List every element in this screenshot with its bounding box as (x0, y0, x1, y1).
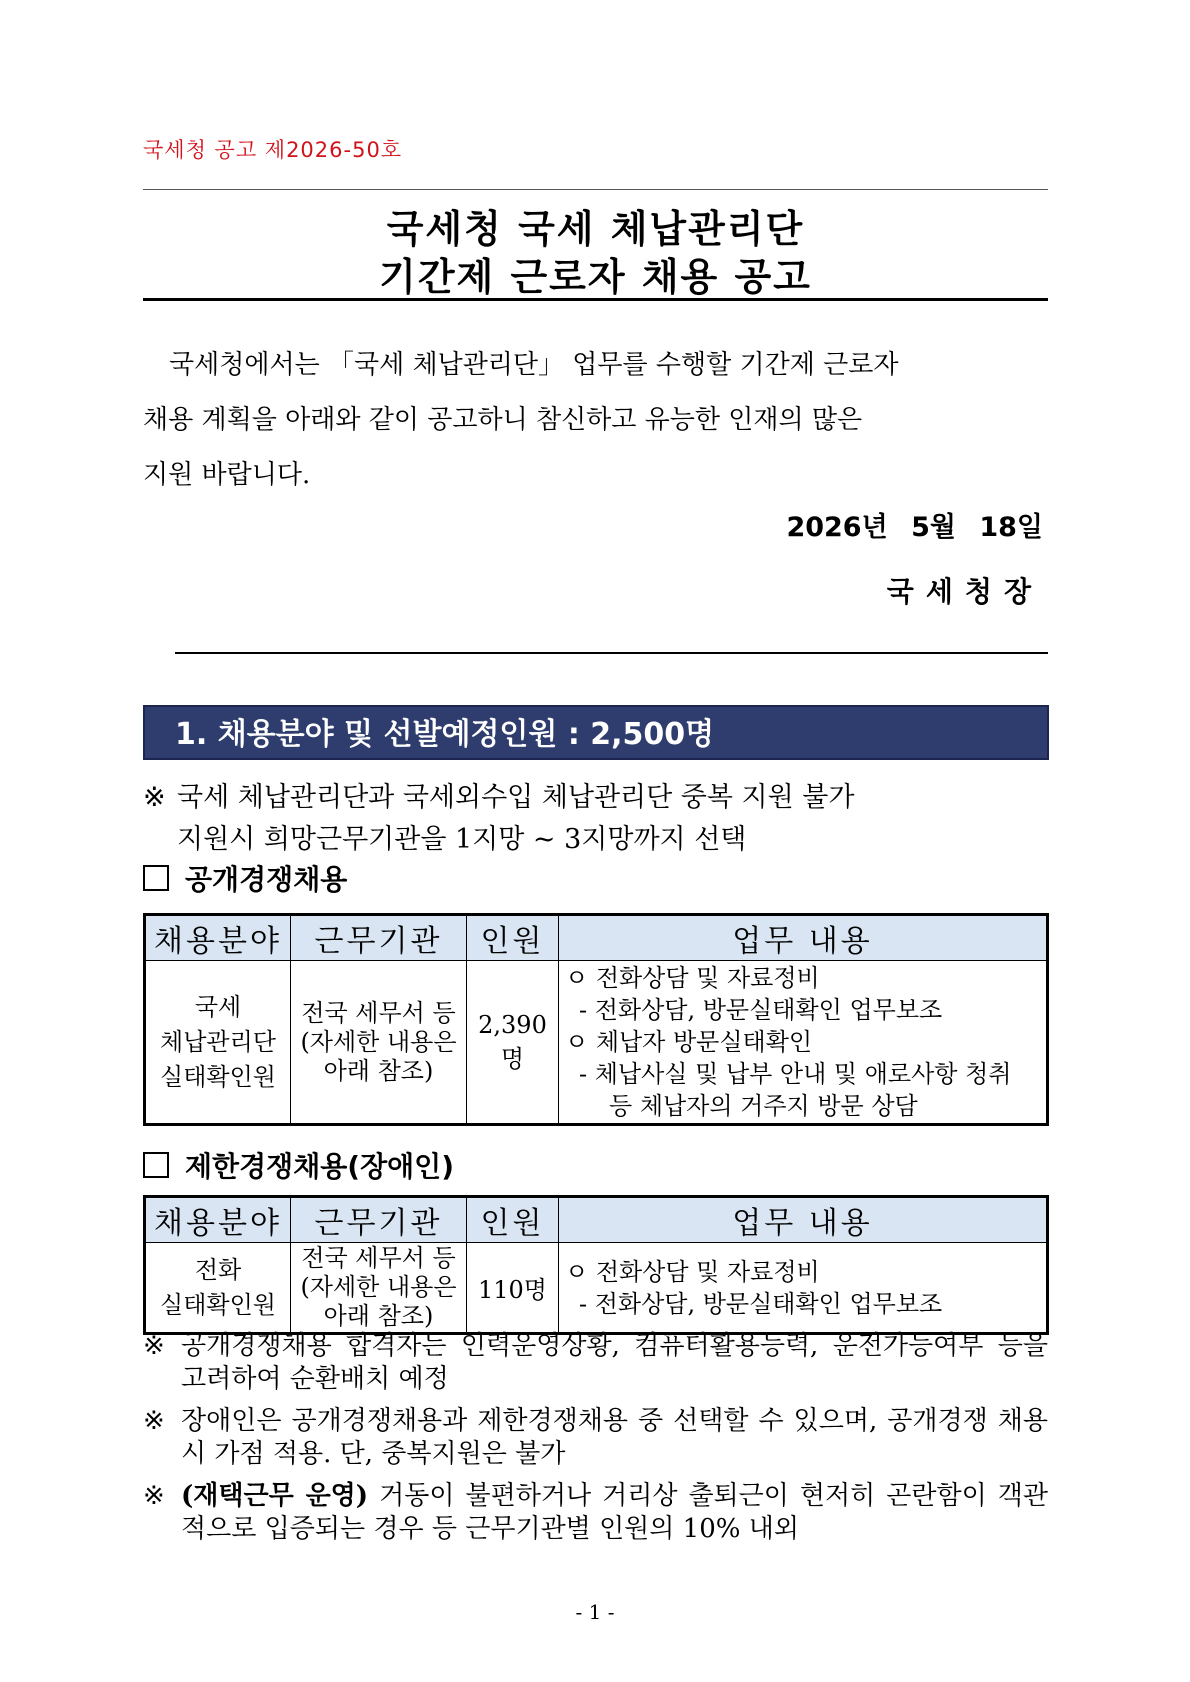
footnote-text: 거동이 불편하거나 거리상 출퇴근이 현저히 곤란함이 객관적으로 입증되는 경우 등 근무기관별 인원의 10% 내외 (181, 1481, 1048, 1544)
footnote-mark: ※ (143, 1331, 165, 1361)
count-cell: 110명 (467, 1243, 559, 1334)
table-row (145, 1243, 1048, 1334)
section-1-heading: 1. 채용분야 및 선발예정인원 : 2,500명 (143, 705, 1049, 760)
duty-line: - 전화상담, 방문실태확인 업무보조 (579, 996, 943, 1024)
header-count: 인원 (467, 915, 559, 961)
checkbox-square-icon (143, 1152, 169, 1178)
org-line: 아래 참조) (323, 1302, 434, 1330)
field-cell (145, 961, 291, 1125)
footnote-body (181, 1480, 1048, 1546)
table-header-row (145, 1197, 1048, 1243)
page-number: - 1 - (575, 1600, 615, 1624)
limited-recruit-table (143, 1195, 1049, 1335)
duty-line: 등 체납자의 거주지 방문 상담 (609, 1092, 918, 1120)
header-duty: 업무 내용 (559, 915, 1048, 961)
note-line-2: 지원시 희망근무기관을 1지망 ~ 3지망까지 선택 (177, 824, 747, 855)
footnote (143, 1405, 1048, 1471)
table-header-row (145, 915, 1048, 961)
notice-number: 국세청 공고 제2026-50호 (143, 138, 403, 162)
note-mark: ※ (143, 782, 166, 813)
org-cell (291, 961, 467, 1125)
footnote-mark: ※ (143, 1406, 165, 1436)
duty-line: ㅇ 체납자 방문실태확인 (565, 1028, 813, 1056)
signature-divider (175, 652, 1048, 654)
title-line-2: 기간제 근로자 채용 공고 (379, 255, 812, 299)
duty-line: ㅇ 전화상담 및 자료정비 (565, 1257, 820, 1286)
duty-cell (559, 1243, 1048, 1334)
open-recruit-heading-label: 공개경쟁채용 (185, 863, 348, 896)
notice-date: 2026년 5월 18일 (786, 512, 1043, 543)
org-line: (자세한 내용은 (300, 1027, 457, 1056)
top-divider (143, 189, 1048, 190)
field-line: 실태확인원 (160, 1062, 276, 1091)
org-line: 아래 참조) (323, 1056, 434, 1085)
footnote (143, 1330, 1048, 1396)
header-org: 근무기관 (291, 915, 467, 961)
header-count: 인원 (467, 1197, 559, 1243)
footnote-text: 공개경쟁채용 합격자는 인력운영상황, 컴퓨터활용능력, 운전가능여부 등을 고려하여 순환배치 예정 (181, 1331, 1048, 1394)
intro-line-3: 지원 바랍니다. (143, 460, 311, 490)
header-duty: 업무 내용 (559, 1197, 1048, 1243)
org-line: (자세한 내용은 (300, 1273, 457, 1301)
limited-recruit-heading (143, 1145, 454, 1185)
note-line-1: 국세 체납관리단과 국세외수입 체납관리단 중복 지원 불가 (177, 782, 855, 813)
count-cell: 2,390명 (467, 961, 559, 1125)
header-field: 채용분야 (145, 915, 291, 961)
field-line: 국세 (194, 992, 242, 1021)
org-line: 전국 세무서 등 (301, 998, 456, 1027)
duty-line: ㅇ 전화상담 및 자료정비 (565, 964, 820, 992)
open-recruit-table (143, 913, 1049, 1126)
footnote (143, 1480, 1048, 1546)
intro-line-2: 채용 계획을 아래와 같이 공고하니 참신하고 유능한 인재의 많은 (143, 405, 863, 435)
field-line: 전화 (194, 1255, 242, 1284)
org-line: 전국 세무서 등 (301, 1244, 456, 1272)
intro-paragraph (143, 338, 1048, 503)
org-cell (291, 1243, 467, 1334)
footnote-mark: ※ (143, 1481, 165, 1511)
section-1-note (143, 777, 1048, 861)
title-divider (143, 298, 1048, 301)
footnote-text: 장애인은 공개경쟁채용과 제한경쟁채용 중 선택할 수 있으며, 공개경쟁 채용시 가점 적용. 단, 중복지원은 불가 (181, 1406, 1048, 1469)
field-line: 실태확인원 (160, 1290, 276, 1319)
field-cell (145, 1243, 291, 1334)
header-field: 채용분야 (145, 1197, 291, 1243)
footnotes (143, 1330, 1048, 1555)
duty-cell (559, 961, 1048, 1125)
open-recruit-heading (143, 858, 347, 898)
intro-line-1: 국세청에서는 「국세 체납관리단」 업무를 수행할 기간제 근로자 (169, 350, 899, 380)
header-org: 근무기관 (291, 1197, 467, 1243)
field-line: 체납관리단 (160, 1027, 276, 1056)
table-row (145, 961, 1048, 1125)
duty-line: - 체납사실 및 납부 안내 및 애로사항 청취 (579, 1060, 1012, 1088)
footnote-bold-label: (재택근무 운영) (181, 1481, 369, 1511)
limited-recruit-heading-label: 제한경쟁채용(장애인) (185, 1150, 455, 1183)
title-line-1: 국세청 국세 체납관리단 (386, 207, 805, 251)
duty-line: - 전화상담, 방문실태확인 업무보조 (579, 1289, 943, 1318)
checkbox-square-icon (143, 865, 169, 891)
issuer: 국세청장 (886, 575, 1043, 608)
